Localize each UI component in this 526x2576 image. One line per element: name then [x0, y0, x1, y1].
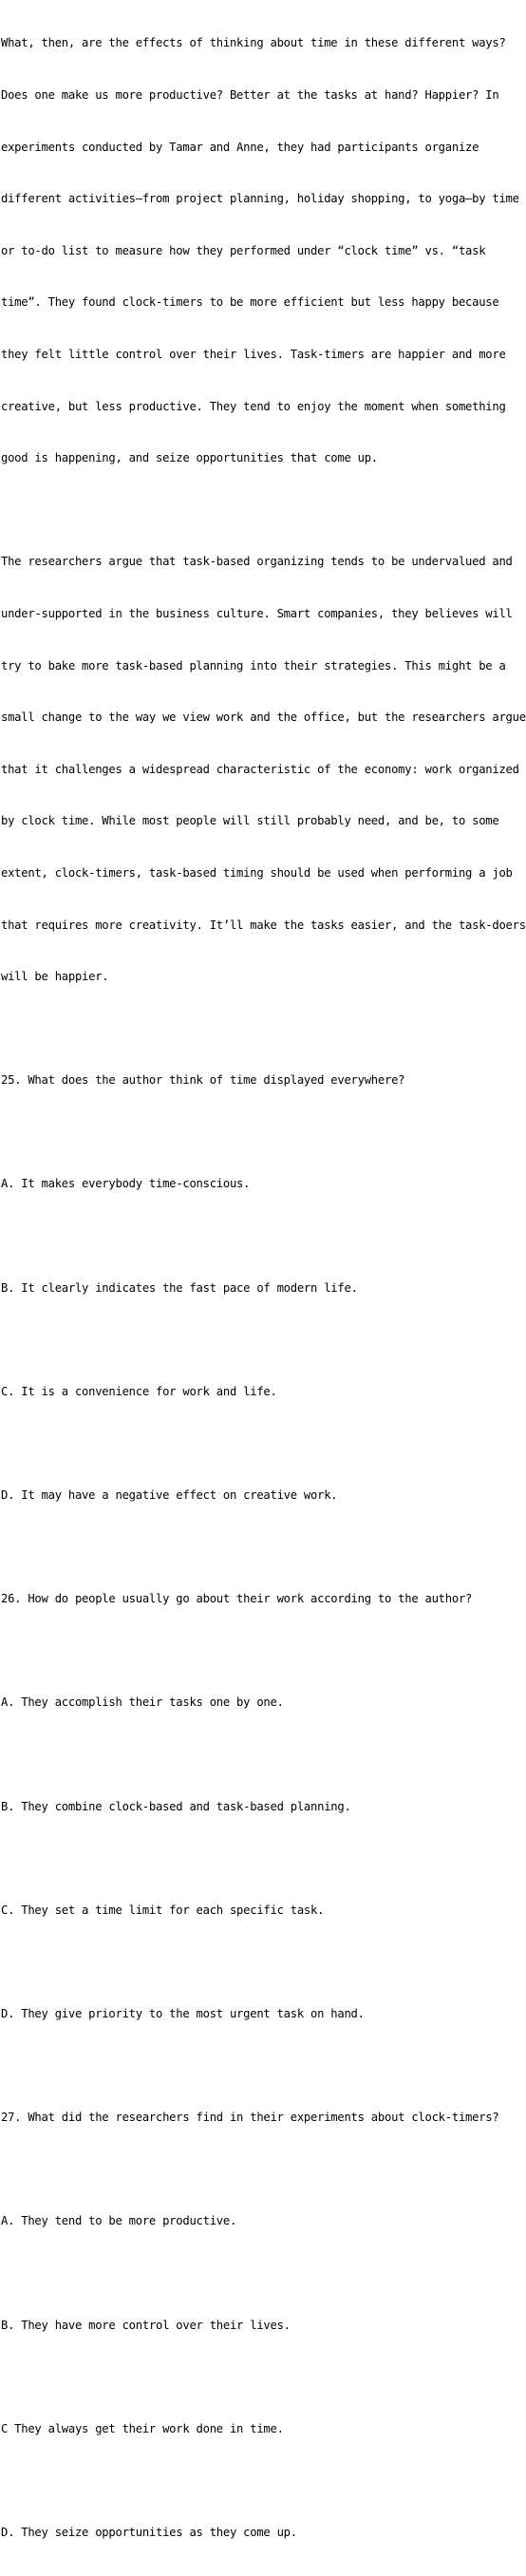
line-gap	[1, 1434, 526, 1451]
question-25	[1, 1037, 526, 1539]
answer-option-c: C They always get their work done in time.	[1, 2421, 284, 2435]
text-line: small change to the way we view work and the office, but the researchers argue	[1, 710, 526, 725]
line-gap	[1, 1953, 526, 1970]
line-gap	[1, 1642, 526, 1659]
paragraph-gap	[1, 502, 526, 519]
question-27	[1, 2074, 526, 2576]
question-stem: 26. How do people usually go about their work according to the author?	[1, 1592, 473, 1606]
passage-paragraph-2	[1, 519, 526, 1020]
answer-option-a: A. They accomplish their tasks one by one.	[1, 1695, 284, 1710]
text-line: What, then, are the effects of thinking about time in these different ways?	[1, 36, 506, 50]
text-line: Does one make us more productive? Better at the tasks at hand? Happier? In	[1, 88, 499, 102]
question-stem: 27. What did the researchers find in their experiments about clock-timers?	[1, 2111, 499, 2125]
question-gap	[1, 2057, 526, 2074]
text-line: that it challenges a widespread characteristic of the economy: work organized	[1, 762, 519, 776]
text-line: The researchers argue that task-based organizing tends to be undervalued and	[1, 555, 513, 569]
text-line: creative, but less productive. They tend to enjoy the moment when something	[1, 399, 506, 413]
answer-option-d: D. They seize opportunities as they come up.	[1, 2525, 297, 2539]
answer-option-b: B. They combine clock-based and task-based planning.	[1, 1799, 351, 1813]
answer-option-a: A. They tend to be more productive.	[1, 2214, 237, 2228]
text-line: experiments conducted by Tamar and Anne, they had participants organize	[1, 140, 479, 154]
text-line: time”. They found clock-timers to be more efficient but less happy because	[1, 295, 499, 310]
text-line: different activities—from project planning, holiday shopping, to yoga—by time	[1, 192, 519, 206]
line-gap	[1, 2161, 526, 2178]
line-gap	[1, 1849, 526, 1866]
line-gap	[1, 2264, 526, 2282]
answer-option-c: C. It is a convenience for work and life.	[1, 1384, 277, 1398]
answer-option-c: C. They set a time limit for each specific task.	[1, 1903, 325, 1917]
paragraph-gap	[1, 1020, 526, 1037]
line-gap	[1, 1331, 526, 1348]
line-gap	[1, 1227, 526, 1244]
answer-option-b: B. They have more control over their lives.	[1, 2318, 291, 2332]
text-line: by clock time. While most people will still probably need, and be, to some	[1, 814, 499, 828]
line-gap	[1, 1124, 526, 1141]
line-gap	[1, 2472, 526, 2489]
answer-option-d: D. They give priority to the most urgent task on hand.	[1, 2006, 365, 2020]
text-line: that requires more creativity. It’ll make the tasks easier, and the task-doers	[1, 918, 526, 932]
text-line: will be happier.	[1, 970, 109, 984]
text-line: they felt little control over their lives. Task-timers are happier and more	[1, 347, 506, 361]
text-line: under-supported in the business culture. Smart companies, they believes will	[1, 606, 513, 620]
answer-option-b: B. It clearly indicates the fast pace of modern life.	[1, 1280, 358, 1295]
text-line: good is happening, and seize opportunities that come up.	[1, 451, 378, 465]
line-gap	[1, 1746, 526, 1763]
answer-option-d: D. It may have a negative effect on creative work.	[1, 1488, 338, 1503]
answer-option-a: A. It makes everybody time-conscious.	[1, 1177, 251, 1191]
line-gap	[1, 2368, 526, 2385]
passage-paragraph-1	[1, 0, 526, 502]
question-stem: 25. What does the author think of time displayed everywhere?	[1, 1073, 405, 1088]
text-line: extent, clock-timers, task-based timing should be used when performing a job	[1, 865, 513, 880]
question-gap	[1, 1539, 526, 1556]
text-line: try to bake more task-based planning into their strategies. This might be a	[1, 658, 506, 672]
question-26	[1, 1556, 526, 2057]
text-line: or to-do list to measure how they performed under “clock time” vs. “task	[1, 243, 486, 257]
